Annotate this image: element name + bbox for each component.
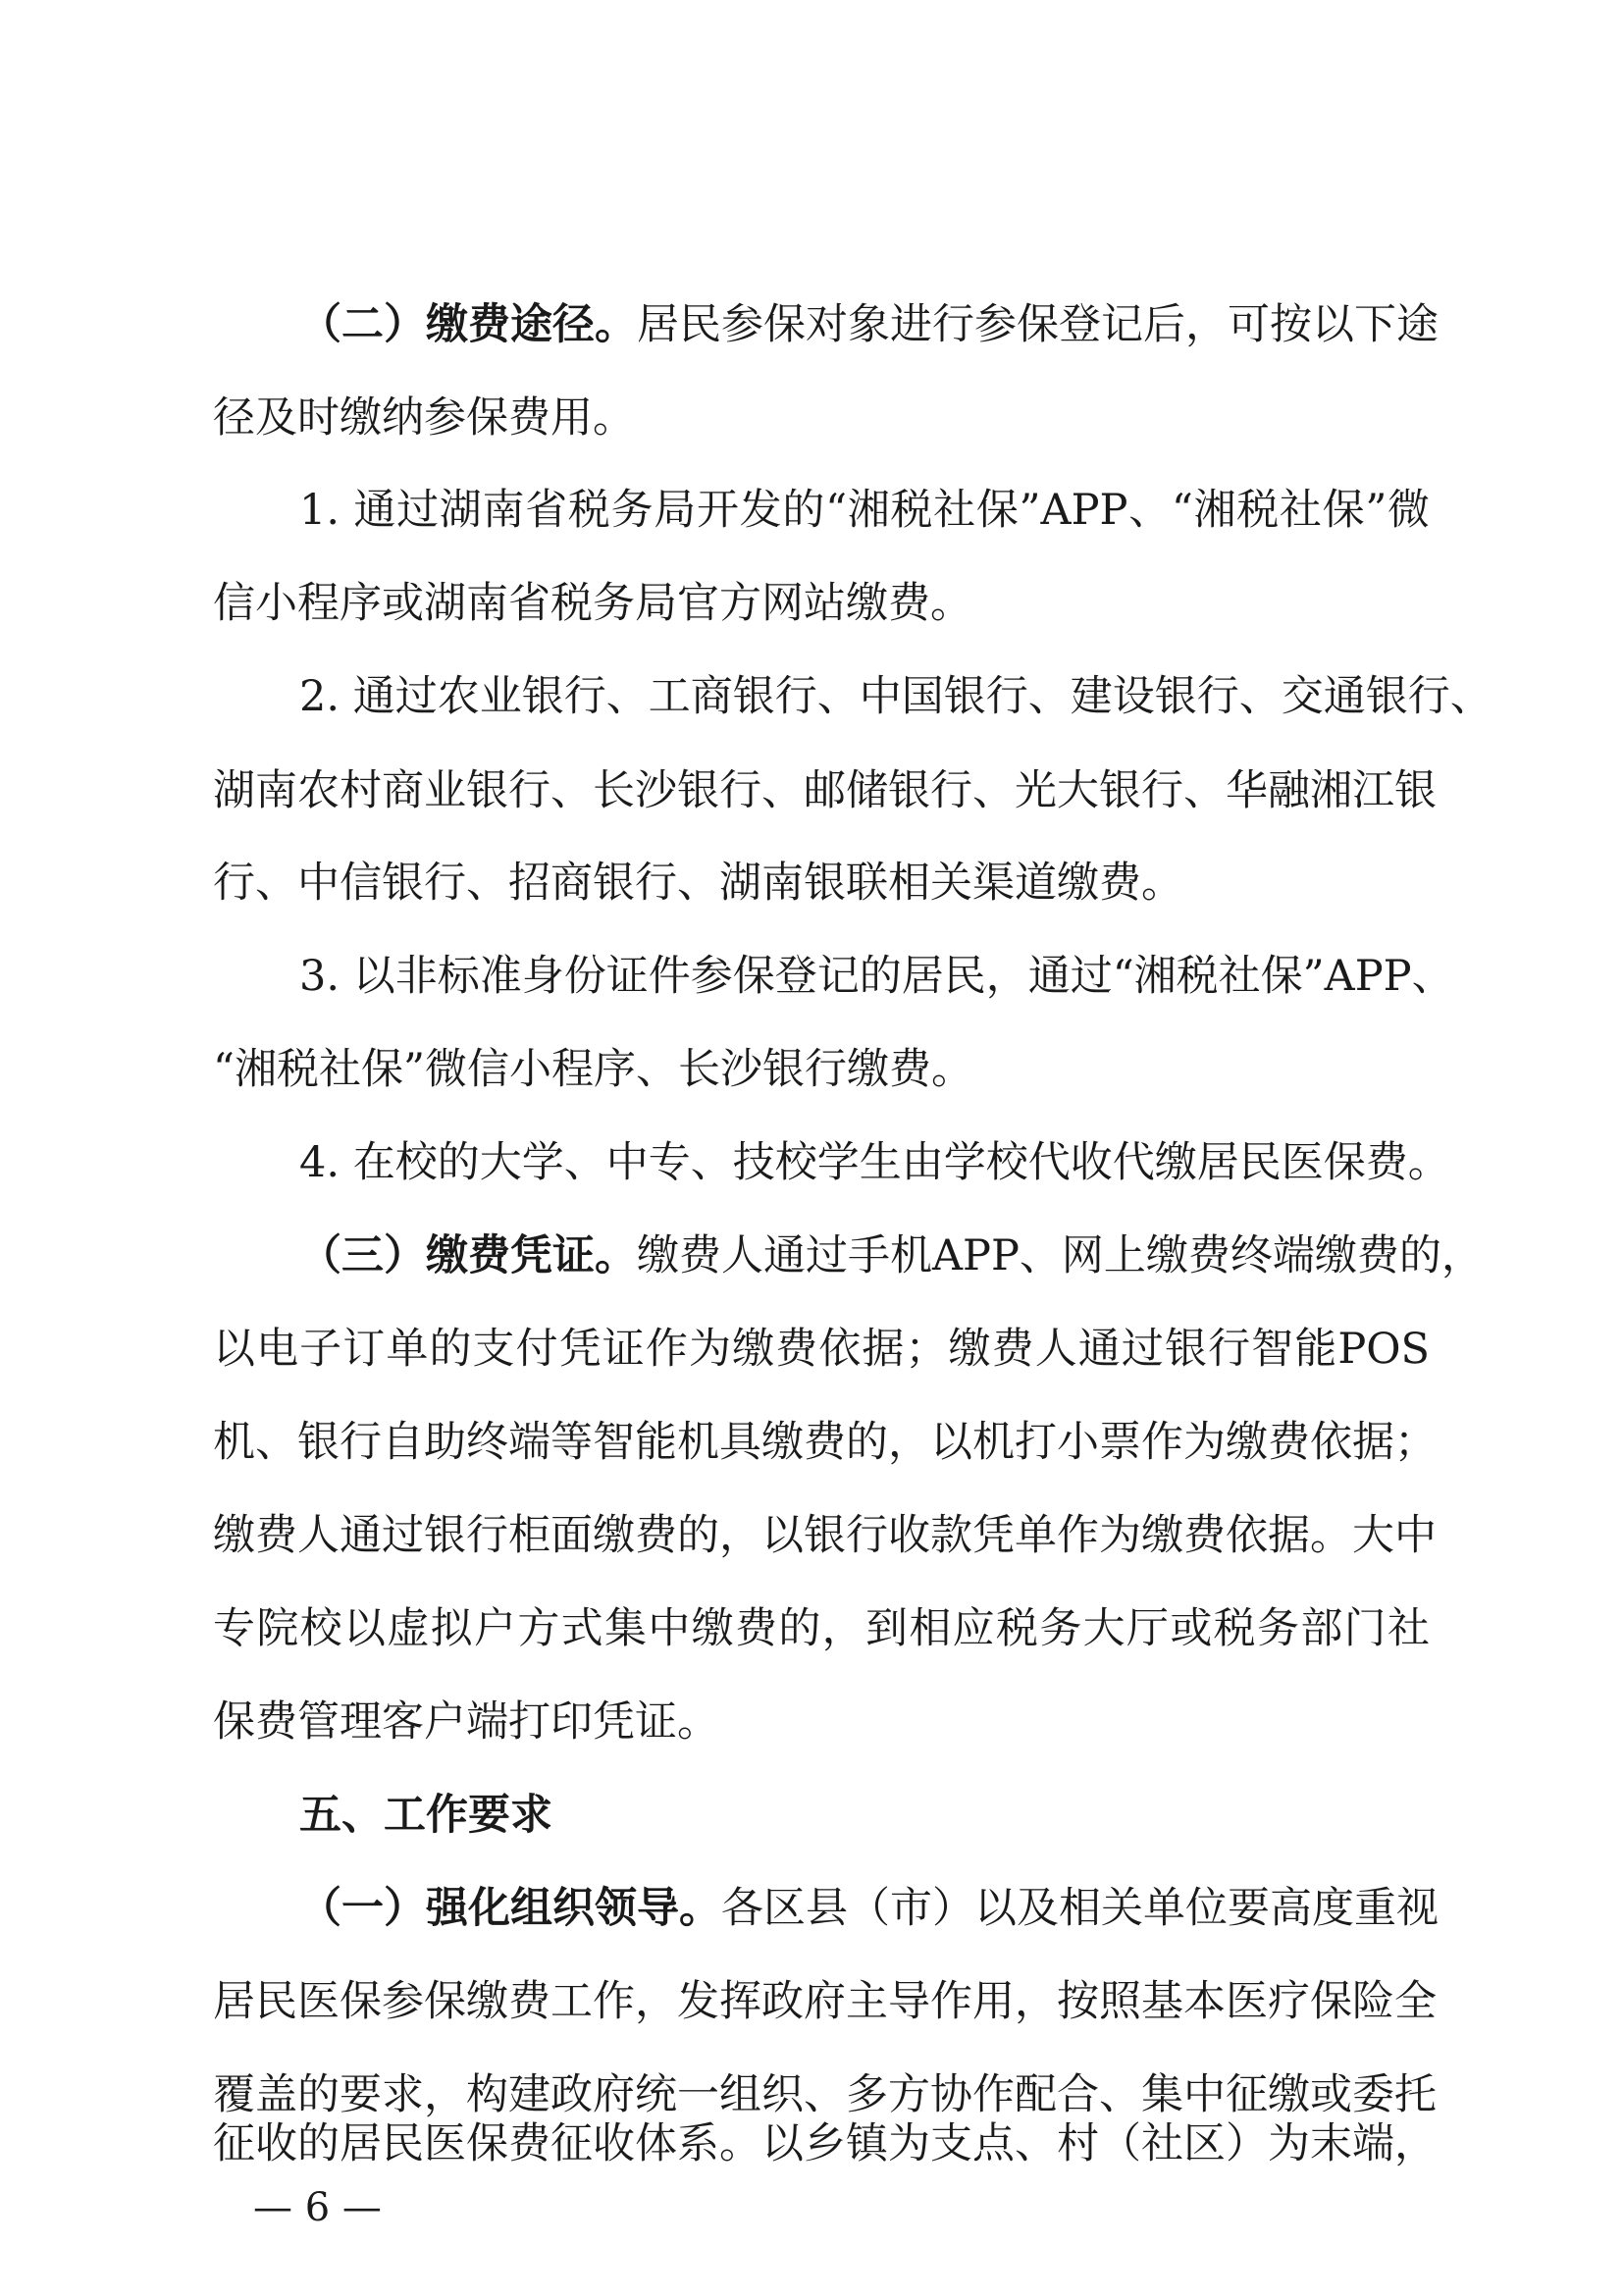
paragraph-line: 保费管理客户端打印凭证。 [213, 1697, 719, 1747]
list-item-line: 4. 在校的大学、中专、技校学生由学校代收代缴居民医保费。 [299, 1138, 1450, 1187]
paragraph-line: 专院校以虚拟户方式集中缴费的，到相应税务大厅或税务部门社 [213, 1604, 1430, 1653]
list-item-line: 信小程序或湖南省税务局官方网站缴费。 [213, 579, 972, 628]
paragraph-line [299, 1217, 1484, 1295]
paragraph-line: 径及时缴纳参保费用。 [213, 393, 635, 443]
paragraph-line: 机、银行自助终端等智能机具缴费的，以机打小票作为缴费依据； [213, 1418, 1437, 1467]
list-item-line: 1. 通过湖南省税务局开发的“湘税社保”APP、“湘税社保”微 [299, 486, 1430, 535]
paragraph-text: 缴费人通过手机APP、网上缴费终端缴费的， [637, 1231, 1484, 1280]
section-title: 五、工作要求 [299, 1791, 552, 1840]
paragraph-line [299, 1869, 1439, 1948]
paragraph-line [299, 286, 1439, 364]
paragraph-text: 居民参保对象进行参保登记后，可按以下途 [637, 300, 1439, 349]
paragraph-line: 覆盖的要求，构建政府统一组织、多方协作配合、集中征缴或委托 [213, 2070, 1437, 2119]
paragraph-line: 以电子订单的支付凭证作为缴费依据；缴费人通过银行智能POS [213, 1325, 1430, 1374]
paragraph-line: 居民医保参保缴费工作，发挥政府主导作用，按照基本医疗保险全 [213, 1977, 1437, 2026]
list-item-line: 2. 通过农业银行、工商银行、中国银行、建设银行、交通银行、 [299, 672, 1492, 721]
list-item-line: “湘税社保”微信小程序、长沙银行缴费。 [213, 1045, 973, 1094]
paragraph-text: 各区县（市）以及相关单位要高度重视 [721, 1884, 1439, 1933]
list-item-line: 行、中信银行、招商银行、湖南银联相关渠道缴费。 [213, 859, 1183, 908]
list-item-line: 湖南农村商业银行、长沙银行、邮储银行、光大银行、华融湘江银 [213, 766, 1437, 815]
list-item-line: 3. 以非标准身份证件参保登记的居民，通过“湘税社保”APP、 [299, 952, 1454, 1001]
paragraph-line: 缴费人通过银行柜面缴费的，以银行收款凭单作为缴费依据。大中 [213, 1511, 1437, 1560]
section-heading: （三）缴费凭证。 [299, 1231, 637, 1280]
section-heading: （二）缴费途径。 [299, 300, 637, 349]
page-number: — 6 — [253, 2185, 382, 2230]
section-heading: （一）强化组织领导。 [299, 1884, 721, 1933]
paragraph-line: 征收的居民医保费征收体系。以乡镇为支点、村（社区）为末端， [213, 2119, 1437, 2168]
